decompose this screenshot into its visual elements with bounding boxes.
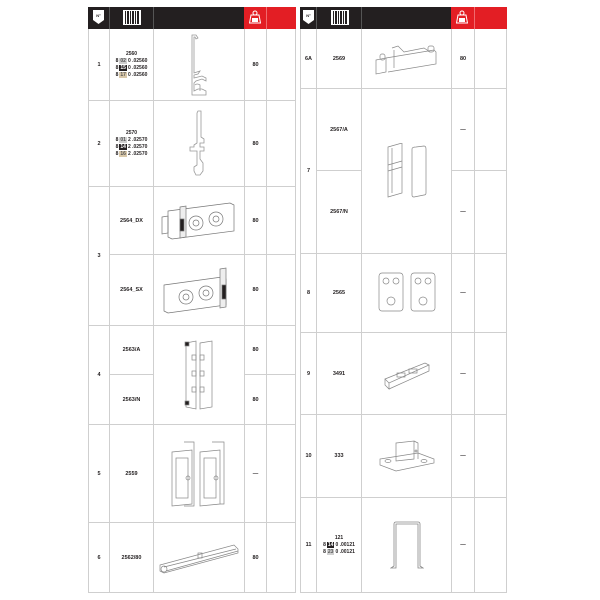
extra-cell <box>267 255 296 326</box>
weight-value: 80 <box>452 29 475 89</box>
article-code <box>317 498 362 593</box>
row-number: 3 <box>89 187 110 326</box>
article-code: 2564_SX <box>110 255 154 326</box>
article-code: 2567/A <box>317 89 362 171</box>
number-tag-icon <box>93 10 104 24</box>
svg-text:N°: N° <box>96 13 101 18</box>
color-swatch-black: 15 <box>120 65 126 71</box>
row-number: 5 <box>89 425 110 523</box>
weight-value: — <box>245 425 267 523</box>
weight-value: — <box>452 333 475 415</box>
row-number: 11 <box>301 498 317 593</box>
extra-cell <box>267 523 296 593</box>
row-number: 7 <box>301 89 317 254</box>
row-number: 9 <box>301 333 317 415</box>
weight-value: 80 <box>245 523 267 593</box>
right-parts-table <box>300 7 506 593</box>
left-table-grid <box>88 29 295 593</box>
article-code: 2563/A <box>110 326 154 375</box>
article-code: 2564_DX <box>110 187 154 255</box>
header-barcode <box>316 7 362 29</box>
variant-code: 8 17 0 .02560 <box>115 72 148 78</box>
extra-cell <box>267 326 296 375</box>
variant-code: 8 14 0 .00121 <box>323 542 355 548</box>
weight-value: 80 <box>245 375 267 425</box>
article-code: 2563/N <box>110 375 154 425</box>
color-swatch-tan: 16 <box>120 151 126 157</box>
row-number: 8 <box>301 254 317 333</box>
weight-value: 80 <box>245 255 267 326</box>
header-number <box>88 7 109 29</box>
article-code: 333 <box>317 415 362 498</box>
row-number: 2 <box>89 101 110 187</box>
code-label: 2560 <box>125 51 138 57</box>
header-extra <box>474 7 507 29</box>
weight-value: 80 <box>245 187 267 255</box>
part-image-u-channel <box>362 498 452 593</box>
color-swatch-grey: 01 <box>120 137 126 143</box>
article-code <box>110 29 154 101</box>
weight-value: 80 <box>245 29 267 101</box>
part-image-floor-guide-bracket <box>362 415 452 498</box>
part-image-floor-guide <box>362 333 452 415</box>
right-table-grid <box>300 29 506 593</box>
weight-kg-icon <box>456 10 468 24</box>
header-extra <box>266 7 296 29</box>
variant-code: 8 14 2 .02570 <box>115 144 148 150</box>
color-swatch-tan: 17 <box>120 72 126 78</box>
code-label: 2570 <box>125 130 138 136</box>
color-swatch-grey: 23 <box>327 549 334 555</box>
header-number <box>300 7 316 29</box>
weight-value: — <box>452 415 475 498</box>
variant-code: 8 23 0 .00121 <box>323 549 355 555</box>
extra-cell <box>267 375 296 425</box>
svg-text:N°: N° <box>306 13 311 18</box>
article-code: 2559 <box>110 425 154 523</box>
weight-value: — <box>452 498 475 593</box>
part-image-roller-carriage-dx <box>154 187 245 255</box>
weight-value: — <box>452 254 475 333</box>
color-swatch-black: 14 <box>120 144 126 150</box>
row-number: 6 <box>89 523 110 593</box>
row-number: 1 <box>89 29 110 101</box>
article-code: 3491 <box>317 333 362 415</box>
weight-value: — <box>452 89 475 171</box>
color-swatch-grey: 02 <box>120 58 126 64</box>
extra-cell <box>267 29 296 101</box>
extra-cell <box>475 333 507 415</box>
extra-cell <box>475 415 507 498</box>
header-weight <box>244 7 266 29</box>
variant-code: 8 16 2 .02570 <box>115 151 148 157</box>
variant-code: 8 02 0 .02560 <box>115 58 148 64</box>
extra-cell <box>475 89 507 171</box>
code-label: 121 <box>334 535 344 541</box>
color-swatch-black: 14 <box>327 542 334 548</box>
article-code: 2562/80 <box>110 523 154 593</box>
barcode-icon <box>123 10 141 25</box>
article-code <box>110 101 154 187</box>
left-parts-table <box>88 7 295 593</box>
part-image-damper-activator <box>362 29 452 89</box>
extra-cell <box>475 171 507 254</box>
article-code: 2567/N <box>317 171 362 254</box>
header-barcode <box>109 7 154 29</box>
weight-kg-icon <box>249 10 261 24</box>
part-image-guide-brackets <box>154 326 245 425</box>
variant-code: 8 15 0 .02560 <box>115 65 148 71</box>
article-code: 2569 <box>317 29 362 89</box>
row-number: 10 <box>301 415 317 498</box>
extra-cell <box>475 29 507 89</box>
weight-value: — <box>452 171 475 254</box>
variant-code: 8 01 2 .02570 <box>115 137 148 143</box>
header-image <box>361 7 452 29</box>
part-image-mounting-plates <box>154 425 245 523</box>
part-image-profile-2570 <box>154 101 245 187</box>
barcode-icon <box>331 10 349 25</box>
row-number: 4 <box>89 326 110 425</box>
header-image <box>153 7 245 29</box>
extra-cell <box>475 498 507 593</box>
part-image-cover-plates <box>362 254 452 333</box>
part-image-soft-close-damper <box>154 523 245 593</box>
extra-cell <box>267 187 296 255</box>
extra-cell <box>267 425 296 523</box>
part-image-end-caps <box>362 89 452 254</box>
header-weight <box>451 7 474 29</box>
row-number: 6A <box>301 29 317 89</box>
weight-value: 80 <box>245 101 267 187</box>
number-tag-icon <box>303 10 314 24</box>
weight-value: 80 <box>245 326 267 375</box>
part-image-roller-carriage-sx <box>154 255 245 326</box>
article-code: 2565 <box>317 254 362 333</box>
extra-cell <box>267 101 296 187</box>
part-image-profile-2560 <box>154 29 245 101</box>
extra-cell <box>475 254 507 333</box>
